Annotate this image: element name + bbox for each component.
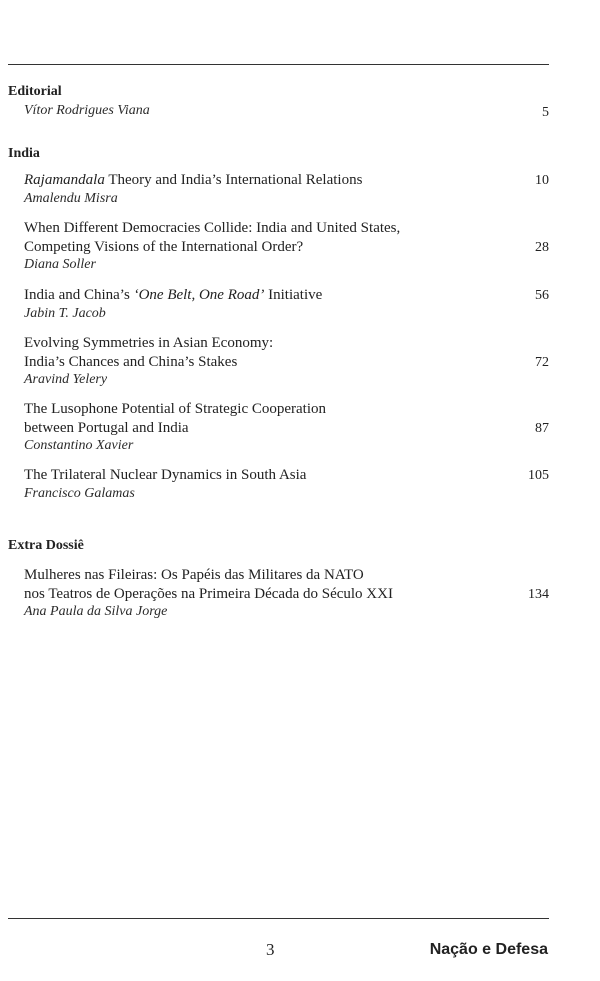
entry-title: The Trilateral Nuclear Dynamics in South Asia: [24, 467, 307, 483]
entry-author: Vítor Rodrigues Viana: [24, 103, 150, 118]
entry-title-italic: Rajamandala: [24, 172, 105, 188]
entry-author: Diana Soller: [24, 257, 96, 272]
entry-title-line: Mulheres nas Fileiras: Os Papéis das Militares da NATO: [24, 567, 364, 583]
toc-entry[interactable]: [24, 334, 549, 389]
entry-title-line: nos Teatros de Operações na Primeira Década do Século XXI: [24, 585, 393, 602]
section-heading-editorial: Editorial: [8, 84, 62, 99]
entry-page-number: 5: [542, 105, 549, 120]
journal-name: Nação e Defesa: [429, 941, 548, 958]
entry-title-pre: India and China’s: [24, 287, 134, 303]
entry-author: Constantino Xavier: [24, 438, 134, 453]
entry-page-number: 87: [535, 421, 549, 436]
entry-title-line: Evolving Symmetries in Asian Economy:: [24, 335, 274, 351]
entry-page-number: 10: [535, 173, 549, 188]
top-rule: [8, 64, 549, 65]
entry-title-rest: Theory and India’s International Relations: [104, 172, 363, 188]
entry-title: [24, 171, 549, 190]
toc-entry[interactable]: [24, 400, 549, 455]
entry-title-line: Competing Visions of the International Order?: [24, 238, 304, 255]
toc-entry[interactable]: [24, 566, 549, 621]
entry-author: Aravind Yelery: [24, 372, 108, 387]
entry-page-number: 134: [528, 587, 549, 602]
toc-entry[interactable]: [24, 286, 549, 323]
toc-entry[interactable]: [24, 219, 549, 274]
entry-author: Amalendu Misra: [24, 190, 118, 206]
entry-title-italic: ‘One Belt, One Road’: [133, 287, 265, 303]
entry-title-line: between Portugal and India: [24, 419, 189, 436]
entry-author: Jabin T. Jacob: [24, 305, 106, 321]
entry-title-line: When Different Democracies Collide: India and United States,: [24, 220, 401, 236]
toc-entry-editorial[interactable]: [24, 102, 549, 120]
entry-title-line: The Lusophone Potential of Strategic Cooperation: [24, 401, 327, 417]
section-heading-extra-dossie: Extra Dossiê: [8, 538, 84, 553]
entry-page-number: 72: [535, 355, 549, 370]
entry-author: Francisco Galamas: [24, 485, 135, 501]
entry-page-number: 105: [528, 468, 549, 483]
bottom-rule: [8, 918, 549, 919]
entry-author: Ana Paula da Silva Jorge: [24, 604, 168, 619]
entry-page-number: 28: [535, 240, 549, 255]
entry-title-line: India’s Chances and China’s Stakes: [24, 353, 238, 370]
entry-title: [24, 286, 549, 305]
entry-page-number: 56: [535, 288, 549, 303]
section-heading-india: India: [8, 146, 40, 161]
page-number: 3: [266, 940, 275, 959]
entry-title-post: Initiative: [264, 287, 323, 303]
toc-entry[interactable]: [24, 171, 549, 208]
toc-entry[interactable]: [24, 466, 549, 503]
